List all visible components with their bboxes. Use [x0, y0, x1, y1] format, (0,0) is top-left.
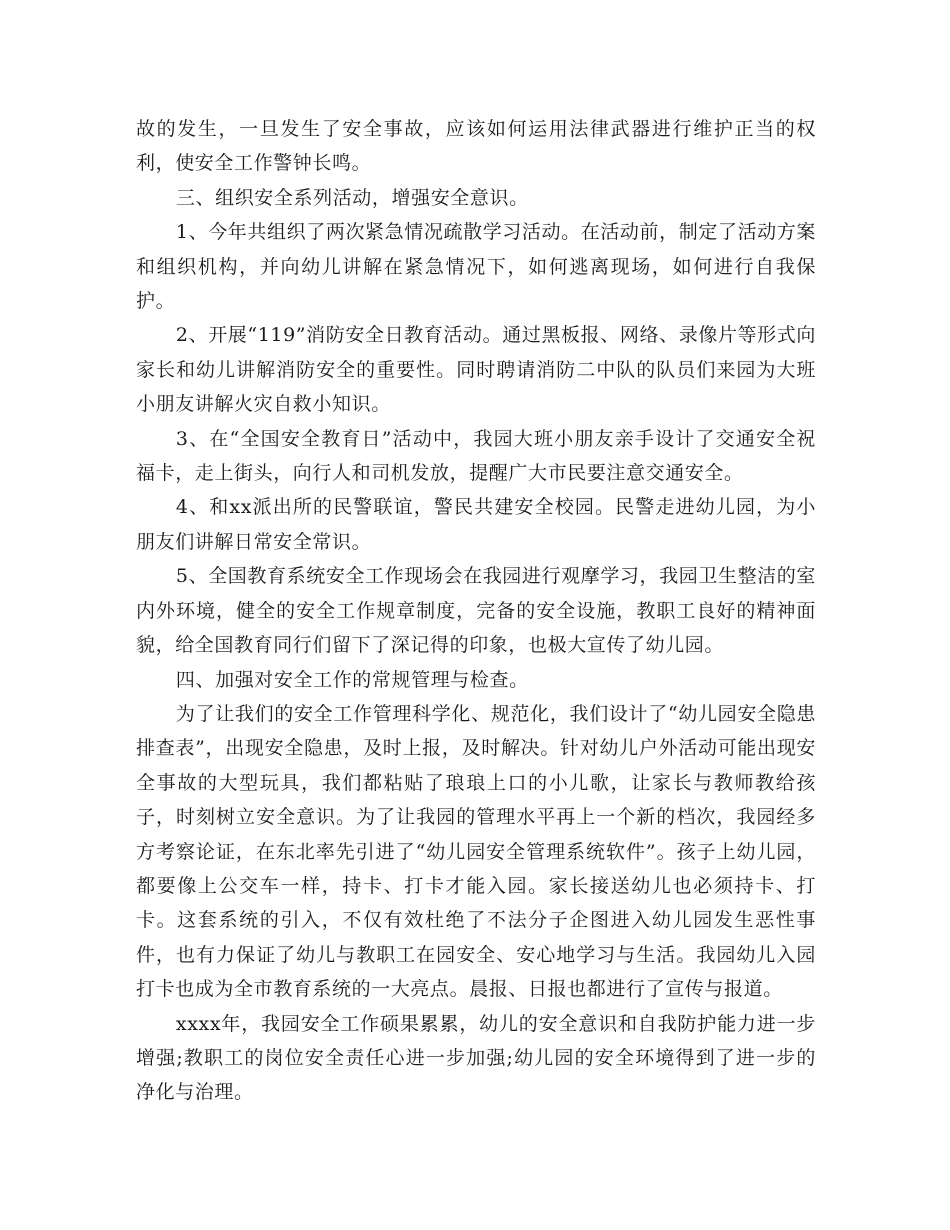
paragraph-item-2: 2、开展“119”消防安全日教育活动。通过黑板报、网络、录像片等形式向家长和幼儿讲解消防安全的重要性。同时聘请消防二中队的队员们来园为大班小朋友讲解火灾自救小知识。	[136, 324, 816, 416]
paragraph-item-1: 1、今年共组织了两次紧急情况疏散学习活动。在活动前，制定了活动方案和组织机构，并向幼儿讲解在紧急情况下，如何逃离现场，如何进行自我保护。	[136, 221, 816, 313]
paragraph-continuation: 故的发生，一旦发生了安全事故，应该如何运用法律武器进行维护正当的权利，使安全工作警钟长鸣。	[136, 118, 816, 175]
section-heading-3: 三、组织安全系列活动，增强安全意识。	[175, 186, 529, 209]
document-body	[136, 112, 816, 1110]
section-heading-4: 四、加强对安全工作的常规管理与检查。	[175, 668, 529, 691]
paragraph-summary: xxxx年，我园安全工作硕果累累，幼儿的安全意识和自我防护能力进一步增强;教职工的岗位安全责任心进一步加强;幼儿园的安全环境得到了进一步的净化与治理。	[136, 1012, 816, 1104]
paragraph-item-3: 3、在“全国安全教育日”活动中，我园大班小朋友亲手设计了交通安全祝福卡，走上街头，向行人和司机发放，提醒广大市民要注意交通安全。	[136, 427, 816, 485]
paragraph-management: 为了让我们的安全工作管理科学化、规范化，我们设计了“幼儿园安全隐患排查表”，出现安全隐患，及时上报，及时解决。针对幼儿户外活动可能出现安全事故的大型玩具，我们都粘贴了琅琅上口的小儿歌，让家长与教师教给孩子，时刻树立安全意识。为了让我园的管理水平再上一个新的档次，我园经多方考察论证，在东北率先引进了“幼儿园安全管理系统软件”。孩子上幼儿园，都要像上公交车一样，持卡、打卡才能入园。家长接送幼儿也必须持卡、打卡。这套系统的引入，不仅有效杜绝了不法分子企图进入幼儿园发生恶性事件，也有力保证了幼儿与教职工在园安全、安心地学习与生活。我园幼儿入园打卡也成为全市教育系统的一大亮点。晨报、日报也都进行了宣传与报道。	[136, 702, 816, 1001]
paragraph-item-5: 5、全国教育系统安全工作现场会在我园进行观摩学习，我园卫生整洁的室内外环境，健全的安全工作规章制度，完备的安全设施，教职工良好的精神面貌，给全国教育同行们留下了深记得的印象，也极大宣传了幼儿园。	[136, 565, 816, 657]
paragraph-item-4: 4、和xx派出所的民警联谊，警民共建安全校园。民警走进幼儿园，为小朋友们讲解日常安全常识。	[136, 496, 816, 553]
